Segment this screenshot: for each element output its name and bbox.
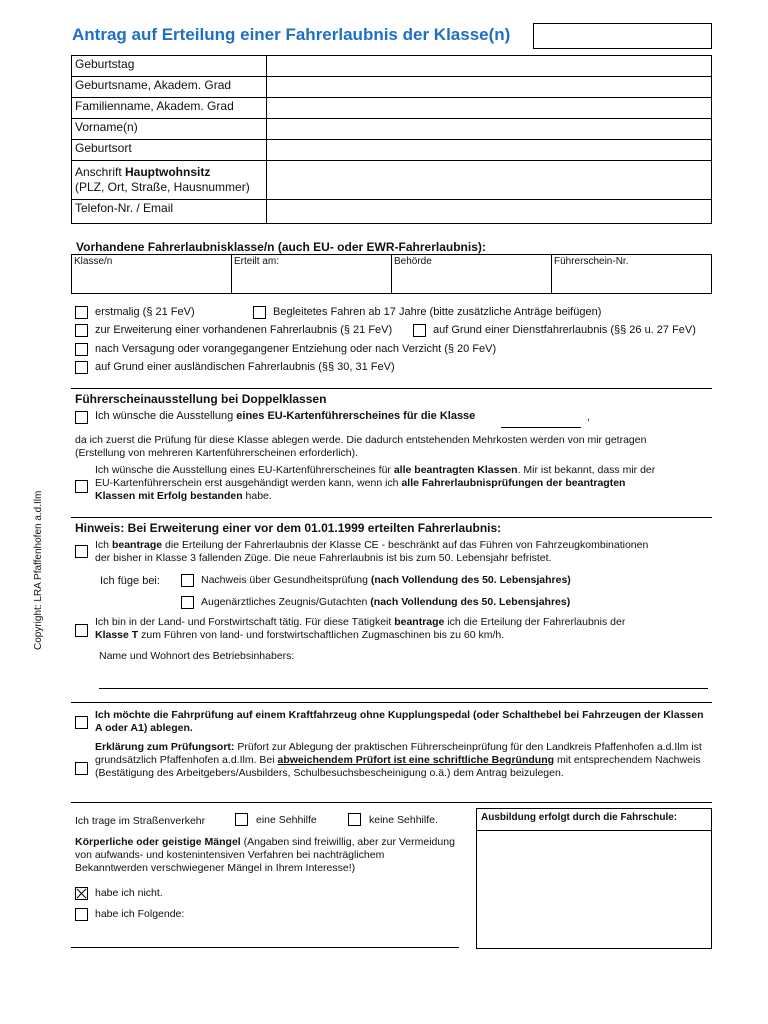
col-class-label: Klasse/n <box>74 256 113 267</box>
has-defects-label: habe ich Folgende: <box>95 908 185 920</box>
firstname-field[interactable] <box>267 119 712 140</box>
ce-d: der bisher in Klasse 3 fallenden Züge. Die neue Fahrerlaubnis ist bis zum 50. Lebensjahr befristet. <box>95 552 552 564</box>
ce-text <box>95 539 648 565</box>
firstname-label: Vorname(n) <box>72 119 267 140</box>
foreign-label: auf Grund einer ausländischen Fahrerlaubnis (§§ 30, 31 FeV) <box>95 361 395 373</box>
service-checkbox[interactable] <box>413 324 426 337</box>
personal-data-table <box>71 55 712 224</box>
birthname-field[interactable] <box>267 77 712 98</box>
double-opt1-comma: , <box>587 411 591 423</box>
extension-label: zur Erweiterung einer vorhandenen Fahrerlaubnis (§ 21 FeV) <box>95 324 393 336</box>
vision-no-aid-checkbox[interactable] <box>348 813 361 826</box>
defects-input-line[interactable] <box>71 947 459 948</box>
birthday-label: Geburtstag <box>72 56 267 77</box>
vision-intro: Ich trage im Straßenverkehr <box>75 815 206 827</box>
phone-field[interactable] <box>267 200 712 224</box>
address-label-prefix: Anschrift <box>75 165 126 179</box>
owner-input-line[interactable] <box>99 688 708 689</box>
double-opt2-g: habe. <box>242 490 272 502</box>
familyname-label: Familienname, Akadem. Grad <box>72 98 267 119</box>
first-checkbox[interactable] <box>75 306 88 319</box>
vision-no-aid-label: keine Sehhilfe. <box>369 814 438 826</box>
notice-heading: Hinweis: Bei Erweiterung einer vor dem 01.01.1999 erteilten Fahrerlaubnis: <box>75 521 502 535</box>
first-label: erstmalig (§ 21 FeV) <box>95 306 195 318</box>
col-license-no[interactable] <box>552 255 712 294</box>
eye-label <box>201 596 570 609</box>
address-label-bold: Hauptwohnsitz <box>125 165 211 179</box>
existing-license-table <box>71 254 712 294</box>
double-opt2-checkbox[interactable] <box>75 480 88 493</box>
t-e: zum Führen von land- und forstwirtschaftlichen Zugmaschinen bis zu 60 km/h. <box>138 629 505 641</box>
existing-heading: Vorhandene Fahrerlaubnisklasse/n (auch EU- oder EWR-Fahrerlaubnis): <box>76 240 486 254</box>
place-b: Prüfort zur Ablegung der praktischen Führerscheinprüfung für den Landkreis Pfaffenhofen a.d.Ilm ist grundsätzlich Pfaffenhofen a.d.Ilm. Bei <box>95 741 702 766</box>
refusal-checkbox[interactable] <box>75 343 88 356</box>
driving-school-heading: Ausbildung erfolgt durch die Fahrschule: <box>477 809 711 831</box>
place-a: Erklärung zum Prüfungsort: <box>95 741 235 753</box>
double-opt1-checkbox[interactable] <box>75 411 88 424</box>
double-opt1-line2: da ich zuerst die Prüfung für diese Klasse ablegen werde. Die dadurch entstehenden Mehrkosten werden von mir getragen <box>75 434 647 446</box>
birthplace-field[interactable] <box>267 140 712 161</box>
t-a: Ich bin in der Land- und Forstwirtschaft tätig. Für diese Tätigkeit <box>95 616 395 628</box>
class-t-text <box>95 616 625 642</box>
accompanied-label: Begleitetes Fahren ab 17 Jahre (bitte zusätzliche Anträge beifügen) <box>273 306 602 318</box>
double-opt1-a: Ich wünsche die Ausstellung <box>95 410 237 422</box>
col-authority[interactable] <box>392 255 552 294</box>
health-checkbox[interactable] <box>181 574 194 587</box>
birthname-label: Geburtsname, Akadem. Grad <box>72 77 267 98</box>
class-input-line[interactable] <box>501 427 581 428</box>
ce-a: Ich <box>95 539 112 551</box>
refusal-label: nach Versagung oder vorangegangener Entziehung oder nach Verzicht (§ 20 FeV) <box>95 343 497 355</box>
double-opt1-b: eines EU-Kartenführerscheines für die Klasse <box>236 410 476 422</box>
place-c: abweichendem Prüfort ist eine schriftliche Begründung <box>277 754 555 766</box>
birthplace-label: Geburtsort <box>72 140 267 161</box>
col-authority-label: Behörde <box>394 256 432 267</box>
health-label <box>201 574 571 587</box>
double-opt2-f: Klassen mit Erfolg bestanden <box>95 490 243 502</box>
address-field[interactable] <box>267 161 712 200</box>
defects-text <box>75 836 460 875</box>
phone-label: Telefon-Nr. / Email <box>72 200 267 224</box>
health-a: Nachweis über Gesundheitsprüfung <box>201 574 371 586</box>
extension-checkbox[interactable] <box>75 324 88 337</box>
foreign-checkbox[interactable] <box>75 361 88 374</box>
col-issued-label: Erteilt am: <box>234 256 280 267</box>
owner-label: Name und Wohnort des Betriebsinhabers: <box>99 650 295 662</box>
clutch-label: Ich möchte die Fahrprüfung auf einem Kraftfahrzeug ohne Kupplungspedal (oder Schalthebel bei Fahrzeugen der Klassen A oder A1) ablegen. <box>95 709 704 734</box>
eye-b: (nach Vollendung des 50. Lebensjahres) <box>370 596 571 608</box>
no-defects-checkbox[interactable] <box>75 887 88 900</box>
address-label <box>72 161 267 200</box>
driving-school-box[interactable] <box>476 808 712 949</box>
service-label: auf Grund einer Dienstfahrerlaubnis (§§ 26 u. 27 FeV) <box>433 324 696 336</box>
vision-aid-checkbox[interactable] <box>235 813 248 826</box>
vision-aid-label: eine Sehhilfe <box>256 814 317 826</box>
exam-place-checkbox[interactable] <box>75 762 88 775</box>
health-b: (nach Vollendung des 50. Lebensjahres) <box>370 574 571 586</box>
defects-body: (Angaben sind freiwillig, aber zur Vermeidung von aufwands- und kostenintensiven Verfahren bei nachträglichem Bekanntwerden verschwiegener Mängel in Ihrem Interesse!) <box>75 836 455 874</box>
attach-label: Ich füge bei: <box>100 575 160 587</box>
double-opt2-e: alle Fahrerlaubnisprüfungen der beantragten <box>401 477 626 489</box>
double-opt2-d: EU-Kartenführerschein erst ausgehändigt werden kann, wenn ich <box>95 477 402 489</box>
ce-checkbox[interactable] <box>75 545 88 558</box>
no-defects-label: habe ich nicht. <box>95 887 163 899</box>
t-c: ich die Erteilung der Fahrerlaubnis der <box>444 616 626 628</box>
divider <box>71 517 712 518</box>
col-license-no-label: Führerschein-Nr. <box>554 256 629 267</box>
accompanied-checkbox[interactable] <box>253 306 266 319</box>
eye-checkbox[interactable] <box>181 596 194 609</box>
class-t-checkbox[interactable] <box>75 624 88 637</box>
eye-a: Augenärztliches Zeugnis/Gutachten <box>201 596 371 608</box>
address-label-sub: (PLZ, Ort, Straße, Hausnummer) <box>75 180 250 194</box>
page-title: Antrag auf Erteilung einer Fahrerlaubnis der Klasse(n) <box>72 25 511 44</box>
col-issued[interactable] <box>232 255 392 294</box>
double-opt1-line3: (Erstellung von mehreren Kartenführerscheinen erforderlich). <box>75 447 359 459</box>
divider <box>71 388 712 389</box>
double-heading: Führerscheinausstellung bei Doppelklassen <box>75 392 327 406</box>
license-class-field[interactable] <box>533 23 712 49</box>
clutch-checkbox[interactable] <box>75 716 88 729</box>
birthday-field[interactable] <box>267 56 712 77</box>
copyright-note: Copyright: LRA Pfaffenhofen a.d.Ilm <box>33 490 44 650</box>
exam-place-text <box>95 741 710 780</box>
double-opt2-a: Ich wünsche die Ausstellung eines EU-Kartenführerscheines für <box>95 464 394 476</box>
divider <box>71 802 712 803</box>
has-defects-checkbox[interactable] <box>75 908 88 921</box>
col-class[interactable] <box>72 255 232 294</box>
t-b: beantrage <box>394 616 445 628</box>
familyname-field[interactable] <box>267 98 712 119</box>
double-opt2-text <box>95 464 655 503</box>
double-opt1-text <box>95 410 475 424</box>
place-d: mit entsprechendem Nachweis (Bestätigung des Arbeitgebers/Ausbilders, Schulbesuchsbescheinigung o.ä.) dem Antrag beizulegen. <box>95 754 701 779</box>
ce-c: die Erteilung der Fahrerlaubnis der Klasse CE - beschränkt auf das Führen von Fahrzeugkombinationen <box>162 539 649 551</box>
divider <box>71 702 712 703</box>
double-opt2-b: alle beantragten Klassen <box>393 464 518 476</box>
ce-b: beantrage <box>111 539 163 551</box>
double-opt2-c: . Mir ist bekannt, dass mir der <box>517 464 656 476</box>
defects-heading: Körperliche oder geistige Mängel <box>75 836 241 848</box>
t-d: Klasse T <box>95 629 139 641</box>
